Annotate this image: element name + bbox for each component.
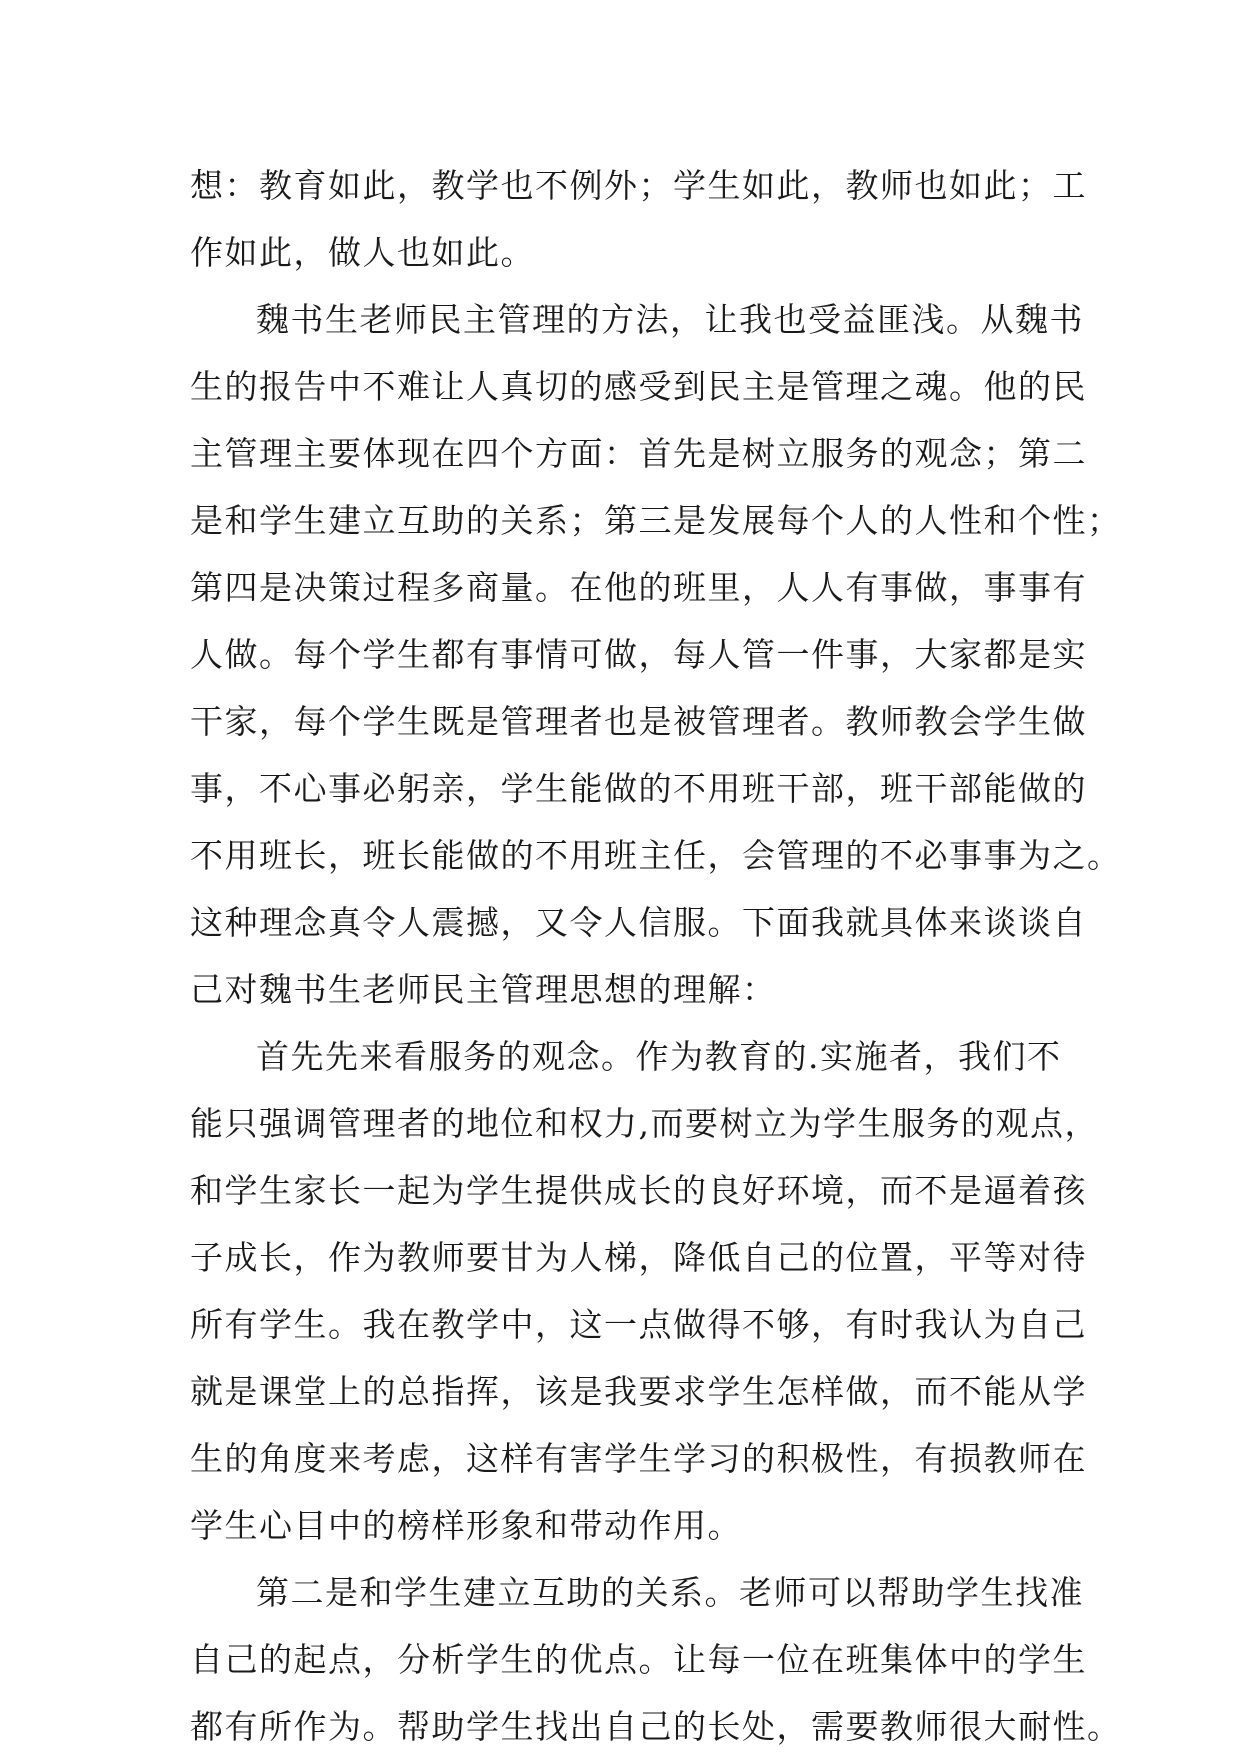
text-line: 和学生家长一起为学生提供成长的良好环境，而不是逼着孩 bbox=[190, 1171, 1087, 1210]
text-line: 生的报告中不难让人真切的感受到民主是管理之魂。他的民 bbox=[190, 367, 1087, 406]
paragraph-2 bbox=[190, 286, 1122, 1023]
text-line: 能只强调管理者的地位和权力,而要树立为学生服务的观点， bbox=[190, 1104, 1099, 1143]
text-line: 作如此，做人也如此。 bbox=[190, 233, 535, 272]
text-line: 事，不心事必躬亲，学生能做的不用班干部，班干部能做的 bbox=[190, 769, 1087, 808]
text-line: 魏书生老师民主管理的方法，让我也受益匪浅。从魏书 bbox=[256, 300, 1084, 339]
text-line: 第二是和学生建立互助的关系。老师可以帮助学生找准 bbox=[256, 1573, 1084, 1612]
paragraph-1 bbox=[190, 152, 1087, 286]
text-line: 自己的起点，分析学生的优点。让每一位在班集体中的学生 bbox=[190, 1640, 1087, 1679]
text-line: 己对魏书生老师民主管理思想的理解： bbox=[190, 970, 777, 1009]
text-line: 是和学生建立互助的关系；第三是发展每个人的人性和个性； bbox=[190, 501, 1122, 540]
text-line: 所有学生。我在教学中，这一点做得不够，有时我认为自己 bbox=[190, 1305, 1087, 1344]
document-page bbox=[190, 152, 1122, 1760]
text-line: 主管理主要体现在四个方面：首先是树立服务的观念；第二 bbox=[190, 434, 1087, 473]
text-line: 就是课堂上的总指挥，该是我要求学生怎样做，而不能从学 bbox=[190, 1372, 1087, 1411]
text-line: 不用班长，班长能做的不用班主任，会管理的不必事事为之。 bbox=[190, 836, 1122, 875]
text-line: 首先先来看服务的观念。作为教育的.实施者，我们不 bbox=[256, 1037, 1062, 1076]
text-line: 都有所作为。帮助学生找出自己的长处，需要教师很大耐性。 bbox=[190, 1707, 1122, 1746]
text-line: 干家，每个学生既是管理者也是被管理者。教师教会学生做 bbox=[190, 702, 1087, 741]
text-line: 人做。每个学生都有事情可做，每人管一件事，大家都是实 bbox=[190, 635, 1087, 674]
text-line: 想：教育如此，教学也不例外；学生如此，教师也如此；工 bbox=[190, 166, 1087, 205]
text-line: 第四是决策过程多商量。在他的班里，人人有事做，事事有 bbox=[190, 568, 1087, 607]
text-line: 生的角度来考虑，这样有害学生学习的积极性，有损教师在 bbox=[190, 1439, 1087, 1478]
text-line: 子成长，作为教师要甘为人梯，降低自己的位置，平等对待 bbox=[190, 1238, 1087, 1277]
text-line: 学生心目中的榜样形象和带动作用。 bbox=[190, 1506, 742, 1545]
text-line: 这种理念真令人震撼，又令人信服。下面我就具体来谈谈自 bbox=[190, 903, 1087, 942]
paragraph-3 bbox=[190, 1023, 1099, 1559]
paragraph-4 bbox=[190, 1559, 1122, 1760]
